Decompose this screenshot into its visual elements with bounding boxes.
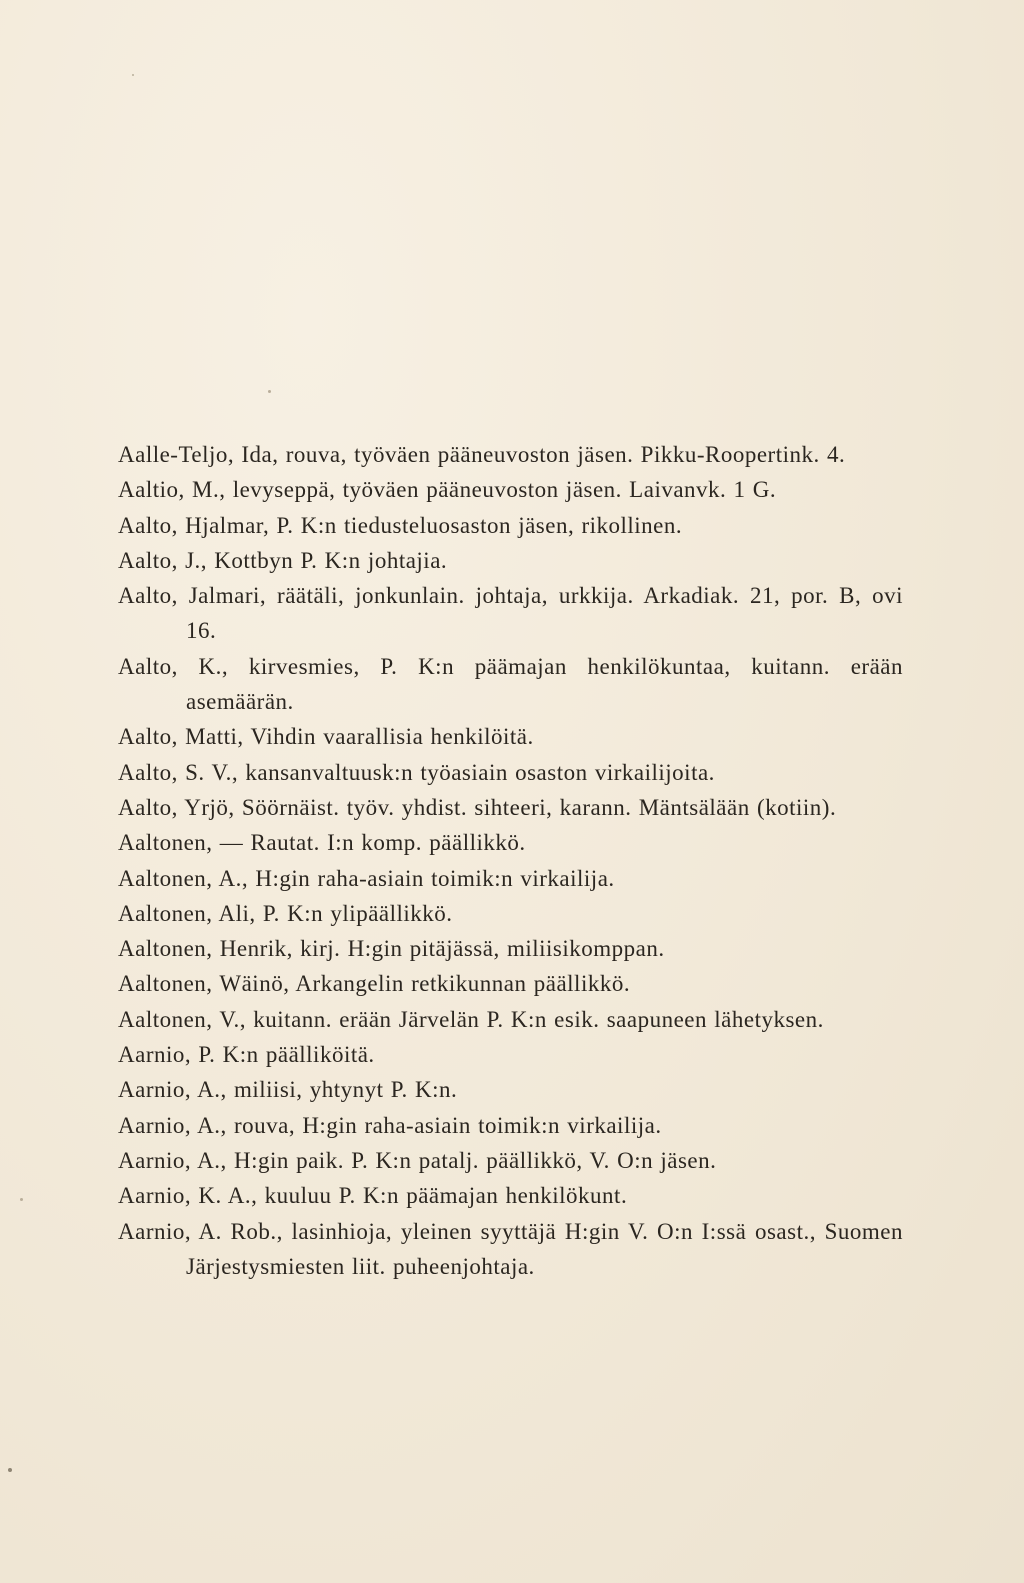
paper-speck: [132, 74, 134, 76]
list-item: Aalto, Jalmari, räätäli, jonkunlain. johtaja, urkkija. Arkadiak. 21, por. B, ovi 16.: [118, 583, 903, 644]
list-item: Aaltonen, V., kuitann. erään Järvelän P. K:n esik. saapuneen lähetyksen.: [118, 1006, 824, 1032]
list-item: Aarnio, P. K:n päälliköitä.: [118, 1042, 375, 1068]
list-item: Aarnio, A., rouva, H:gin raha-asiain toimik:n virkailija.: [118, 1112, 662, 1138]
list-item: Aarnio, A. Rob., lasinhioja, yleinen syyttäjä H:gin V. O:n I:ssä osast., Suomen Järjestysmiesten liit. puheenjohtaja.: [118, 1218, 903, 1279]
list-item: Aaltonen, Ali, P. K:n ylipäällikkö.: [118, 900, 453, 926]
list-item: Aaltonen, — Rautat. I:n komp. päällikkö.: [118, 830, 526, 856]
list-item: Aarnio, A., H:gin paik. P. K:n patalj. päällikkö, V. O:n jäsen.: [118, 1147, 717, 1173]
paper-speck: [268, 390, 271, 393]
paper-speck: [20, 1198, 23, 1201]
list-item: Aalto, S. V., kansanvaltuusk:n työasiain osaston virkailijoita.: [118, 759, 715, 785]
list-item: Aaltonen, Henrik, kirj. H:gin pitäjässä, miliisikomppan.: [118, 936, 665, 962]
list-item: Aarnio, K. A., kuuluu P. K:n päämajan henkilökunt.: [118, 1183, 628, 1209]
list-item: Aaltonen, A., H:gin raha-asiain toimik:n virkailija.: [118, 865, 615, 891]
list-item: Aalto, J., Kottbyn P. K:n johtajia.: [118, 547, 448, 573]
list-item: Aaltonen, Wäinö, Arkangelin retkikunnan päällikkö.: [118, 971, 631, 997]
list-item: Aalle-Teljo, Ida, rouva, työväen pääneuvoston jäsen. Pikku-Roopertink. 4.: [118, 442, 846, 467]
list-item: Aaltio, M., levyseppä, työväen pääneuvoston jäsen. Laivanvk. 1 G.: [118, 477, 777, 503]
list-item: Aalto, Hjalmar, P. K:n tiedusteluosaston jäsen, rikollinen.: [118, 512, 683, 538]
list-item: Aarnio, A., miliisi, yhtynyt P. K:n.: [118, 1077, 458, 1103]
list-item: Aalto, K., kirvesmies, P. K:n päämajan henkilökuntaa, kuitann. erään asemäärän.: [118, 653, 903, 715]
paper-speck: [8, 1468, 12, 1472]
list-item: Aalto, Yrjö, Söörnäist. työv. yhdist. sihteeri, karann. Mäntsälään (kotiin).: [118, 794, 837, 820]
list-item: Aalto, Matti, Vihdin vaarallisia henkilöitä.: [118, 724, 534, 750]
entry-list: [118, 437, 903, 1284]
